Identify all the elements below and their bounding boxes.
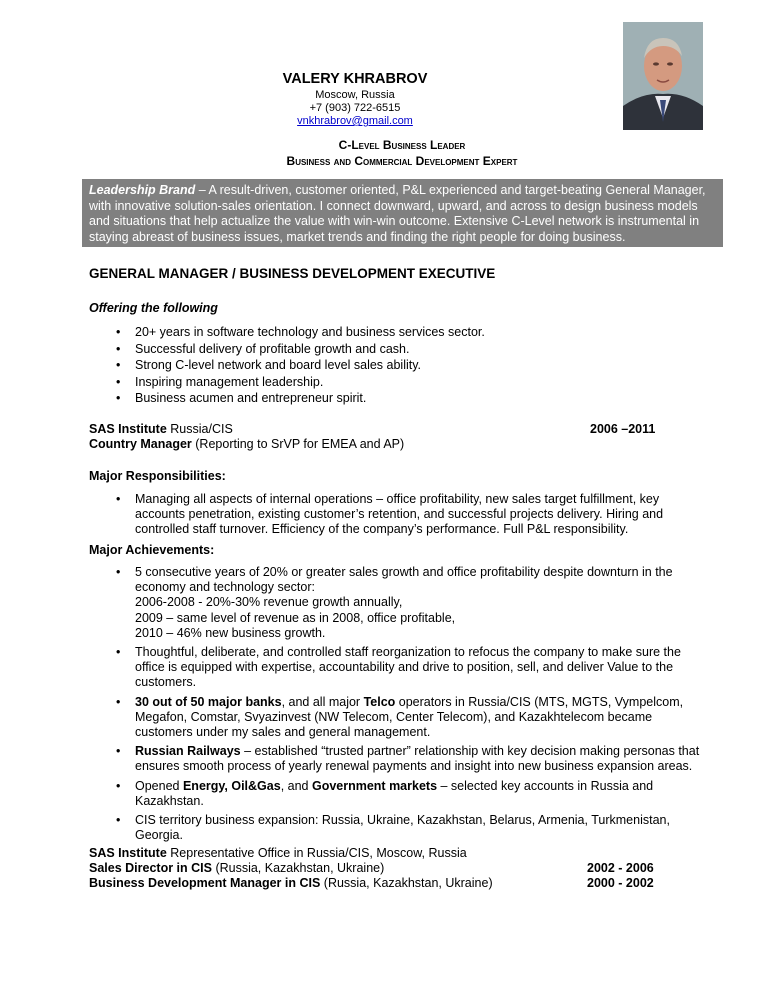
list-item-text: 2006-2008 - 20%-30% revenue growth annually, bbox=[135, 595, 403, 610]
bullet-icon: • bbox=[116, 645, 121, 660]
email-link[interactable]: vnkhrabrov@gmail.com bbox=[297, 115, 413, 127]
list-item bbox=[116, 744, 707, 774]
list-item-bold: Energy, Oil&Gas bbox=[182, 778, 281, 793]
list-item-text: Business acumen and entrepreneur spirit. bbox=[135, 391, 367, 405]
job1-role-line bbox=[89, 437, 404, 452]
job2-role2: Business Development Manager in CIS bbox=[89, 876, 321, 890]
bullet-icon: • bbox=[116, 341, 121, 356]
list-item bbox=[116, 778, 707, 809]
job-title-heading: GENERAL MANAGER / BUSINESS DEVELOPMENT EXECUTIVE bbox=[89, 266, 496, 281]
list-item bbox=[116, 390, 695, 407]
bullet-icon: • bbox=[116, 778, 121, 793]
list-item bbox=[116, 357, 695, 374]
list-item bbox=[116, 645, 707, 691]
job1-role: Country Manager bbox=[89, 437, 192, 451]
phone: +7 (903) 722-6515 bbox=[309, 102, 401, 114]
bullet-icon: • bbox=[116, 374, 121, 389]
candidate-name: VALERY KHRABROV bbox=[282, 71, 428, 87]
brand-label: Leadership Brand bbox=[89, 183, 196, 197]
list-item bbox=[116, 565, 707, 641]
job2-role2-line bbox=[89, 876, 493, 891]
list-item-text: Thoughtful, deliberate, and controlled staff reorganization to refocus the company to make sure the office is equipped with expertise, accountability and drive to position, sell, and deliver Value to the customers. bbox=[135, 645, 681, 690]
list-item-bold: Government markets bbox=[311, 778, 438, 793]
list-item-text: Successful delivery of profitable growth and cash. bbox=[135, 341, 410, 356]
location: Moscow, Russia bbox=[315, 89, 395, 101]
tagline-leader: C-Level Business Leader bbox=[338, 138, 466, 152]
list-item bbox=[116, 813, 707, 843]
list-item-text: , and bbox=[280, 778, 312, 793]
bullet-icon: • bbox=[116, 744, 121, 759]
list-item-bold: 30 out of 50 major banks bbox=[135, 694, 282, 709]
list-item-text: Managing all aspects of internal operations – office profitability, new sales target fulfillment, key accounts penetration, existing customer’s retention, and successful projects delivery. Hiring and controlled staff turnover. Efficiency of the company’s performance. Full P&L responsibility. bbox=[135, 492, 664, 537]
list-item bbox=[116, 374, 695, 391]
job2-role2-rest: (Russia, Kazakhstan, Ukraine) bbox=[320, 876, 493, 890]
job2-role1-rest: (Russia, Kazakhstan, Ukraine) bbox=[211, 861, 385, 875]
job2-role1-dates: 2002 - 2006 bbox=[587, 861, 654, 875]
list-item-text: 2009 – same level of revenue as in 2008, office profitable, bbox=[135, 610, 456, 625]
list-item-text: – established “trusted partner” relationship with key decision making personas that ensures smooth process of yearly renewal payments and insight into new business expansion areas. bbox=[135, 744, 700, 774]
job2-company-rest: Representative Office in Russia/CIS, Moscow, Russia bbox=[166, 846, 467, 860]
bullet-icon: • bbox=[116, 565, 121, 579]
bullet-icon: • bbox=[116, 694, 121, 709]
list-item-text: CIS territory business expansion: Russia, Ukraine, Kazakhstan, Belarus, Armenia, Turkmenistan, Georgia. bbox=[135, 813, 670, 843]
list-item-text: 2010 – 46% new business growth. bbox=[135, 625, 326, 640]
list-item-text: – selected key accounts in Russia and Kazakhstan. bbox=[135, 778, 654, 808]
job1-company: SAS Institute bbox=[89, 422, 167, 436]
tagline-expert: Business and Commercial Development Expert bbox=[286, 154, 518, 168]
list-item bbox=[116, 341, 695, 358]
bullet-icon: • bbox=[116, 325, 121, 339]
list-item-bold: Russian Railways bbox=[135, 744, 241, 759]
list-item-text: 20+ years in software technology and business services sector. bbox=[135, 325, 485, 339]
job2-role2-dates: 2000 - 2002 bbox=[587, 876, 654, 890]
job2-role1: Sales Director in CIS bbox=[89, 861, 212, 875]
bullet-icon: • bbox=[116, 391, 121, 405]
list-item-text: 5 consecutive years of 20% or greater sales growth and office profitability despite downturn in the economy and technology sector: bbox=[135, 565, 673, 595]
list-item bbox=[116, 324, 695, 341]
bullet-icon: • bbox=[116, 813, 121, 828]
leadership-brand-box bbox=[82, 179, 723, 247]
job1-role-rest: (Reporting to SrVP for EMEA and AP) bbox=[191, 437, 405, 451]
list-item-text: , and all major bbox=[281, 694, 364, 709]
responsibilities-list bbox=[116, 492, 703, 538]
job2-company: SAS Institute bbox=[89, 846, 167, 860]
offering-list bbox=[116, 324, 695, 407]
achievements-heading: Major Achievements: bbox=[89, 543, 215, 557]
brand-text: – A result-driven, customer oriented, P&L experienced and target-beating General Manager, with innovative solution-sales orientation. I connect downward, upward, and across to design business models and situations that help actualize the value with win-win outcome. Extensive C-Level network is instrumental in staying abreast of business issues, market trends and finding the right people for doing business. bbox=[89, 183, 706, 244]
list-item-text: operators in Russia/CIS (MTS, MGTS, Vympelcom, Megafon, Comstar, Svyazinvest (NW Telecom, Center Telecom), and Kazakhtelecom became customers under my sales and general management. bbox=[135, 694, 684, 740]
offering-heading: Offering the following bbox=[89, 301, 218, 315]
responsibilities-heading: Major Responsibilities: bbox=[89, 469, 226, 483]
job1-company-line bbox=[89, 422, 233, 437]
list-item bbox=[116, 694, 707, 741]
job2-company-line bbox=[89, 846, 467, 861]
achievements-list bbox=[116, 565, 707, 843]
bullet-icon: • bbox=[116, 492, 121, 506]
list-item-text: Inspiring management leadership. bbox=[135, 374, 324, 389]
list-item-text: Strong C-level network and board level sales ability. bbox=[135, 358, 422, 372]
job2-role1-line bbox=[89, 861, 384, 876]
list-item-bold: Telco bbox=[363, 694, 396, 709]
bullet-icon: • bbox=[116, 358, 121, 372]
list-item bbox=[116, 492, 703, 538]
job1-dates: 2006 –2011 bbox=[590, 422, 656, 436]
job1-company-rest: Russia/CIS bbox=[166, 422, 233, 436]
list-item-text: Opened bbox=[135, 778, 183, 793]
email-row bbox=[0, 115, 710, 127]
